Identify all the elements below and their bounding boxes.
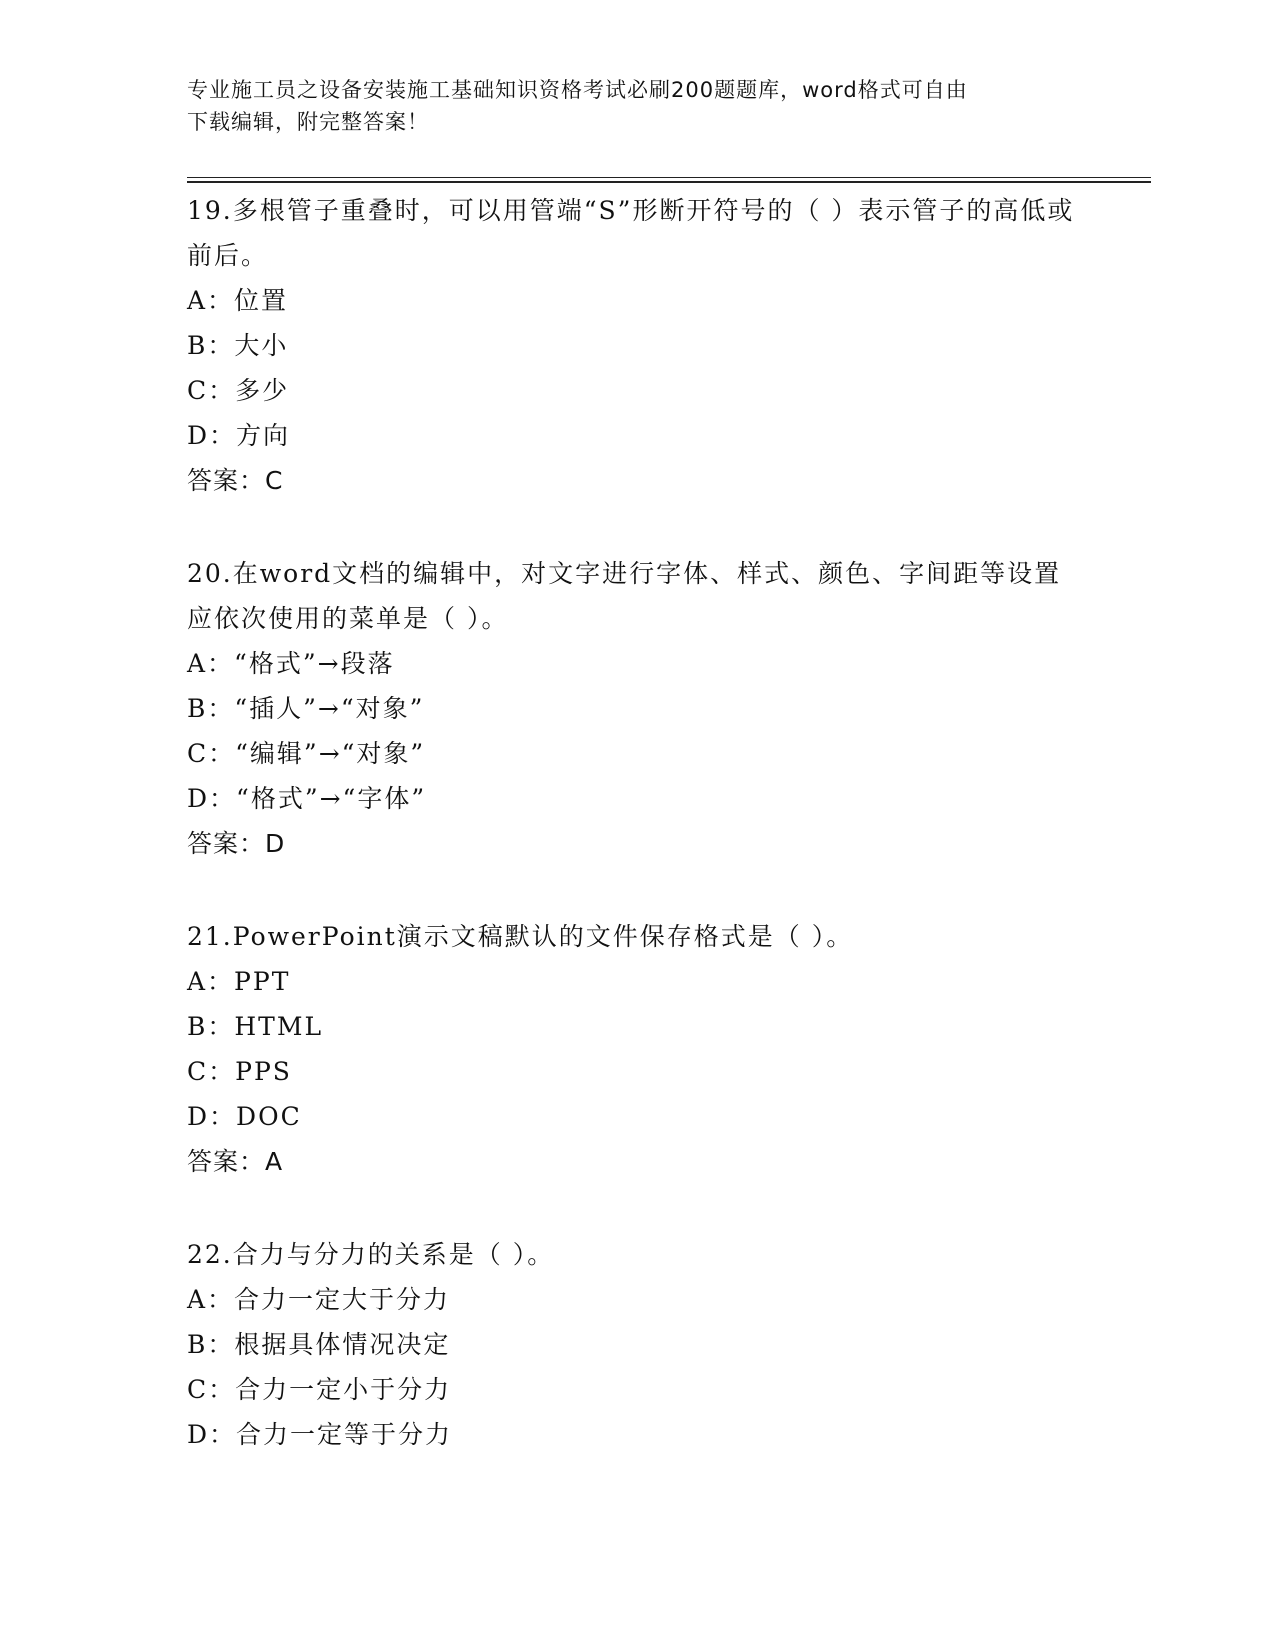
option-c: C：合力一定小于分力 [187, 1375, 452, 1404]
header-divider-thick [187, 181, 1151, 183]
option-c: C：多少 [187, 376, 290, 405]
question-19 [187, 188, 1087, 504]
option-d: D：合力一定等于分力 [187, 1420, 453, 1449]
option-b: B：根据具体情况决定 [187, 1330, 451, 1359]
question-stem: 20.在word文档的编辑中，对文字进行字体、样式、颜色、字间距等设置应依次使用的菜单是（ ）。 [187, 559, 1062, 633]
question-20 [187, 551, 1087, 867]
header-line-1: 专业施工员之设备安装施工基础知识资格考试必刷200题题库，word格式可自由 [187, 78, 968, 102]
question-22 [187, 1232, 1087, 1457]
option-d: D：方向 [187, 421, 291, 450]
option-d: D：DOC [187, 1102, 302, 1131]
question-stem: 19.多根管子重叠时，可以用管端“S”形断开符号的（ ）表示管子的高低或前后。 [187, 196, 1075, 270]
option-b: B：HTML [187, 1012, 324, 1041]
answer-text: 答案：D [187, 829, 286, 858]
question-stem: 21.PowerPoint演示文稿默认的文件保存格式是（ ）。 [187, 922, 854, 951]
option-c: C：“编辑”→“对象” [187, 739, 426, 768]
header-line-2: 下载编辑，附完整答案！ [187, 110, 429, 134]
option-b: B：“插人”→“对象” [187, 694, 425, 723]
option-a: A：位置 [187, 286, 289, 315]
option-b: B：大小 [187, 331, 289, 360]
header-divider-thin [187, 177, 1151, 178]
question-21 [187, 914, 1087, 1185]
option-c: C：PPS [187, 1057, 292, 1086]
option-a: A：PPT [187, 967, 291, 996]
option-a: A：“格式”→段落 [187, 649, 395, 678]
answer-text: 答案：A [187, 1147, 284, 1176]
option-a: A：合力一定大于分力 [187, 1285, 451, 1314]
question-stem: 22.合力与分力的关系是（ ）。 [187, 1240, 555, 1269]
option-d: D：“格式”→“字体” [187, 784, 427, 813]
answer-text: 答案：C [187, 466, 284, 495]
document-header [187, 74, 1067, 138]
